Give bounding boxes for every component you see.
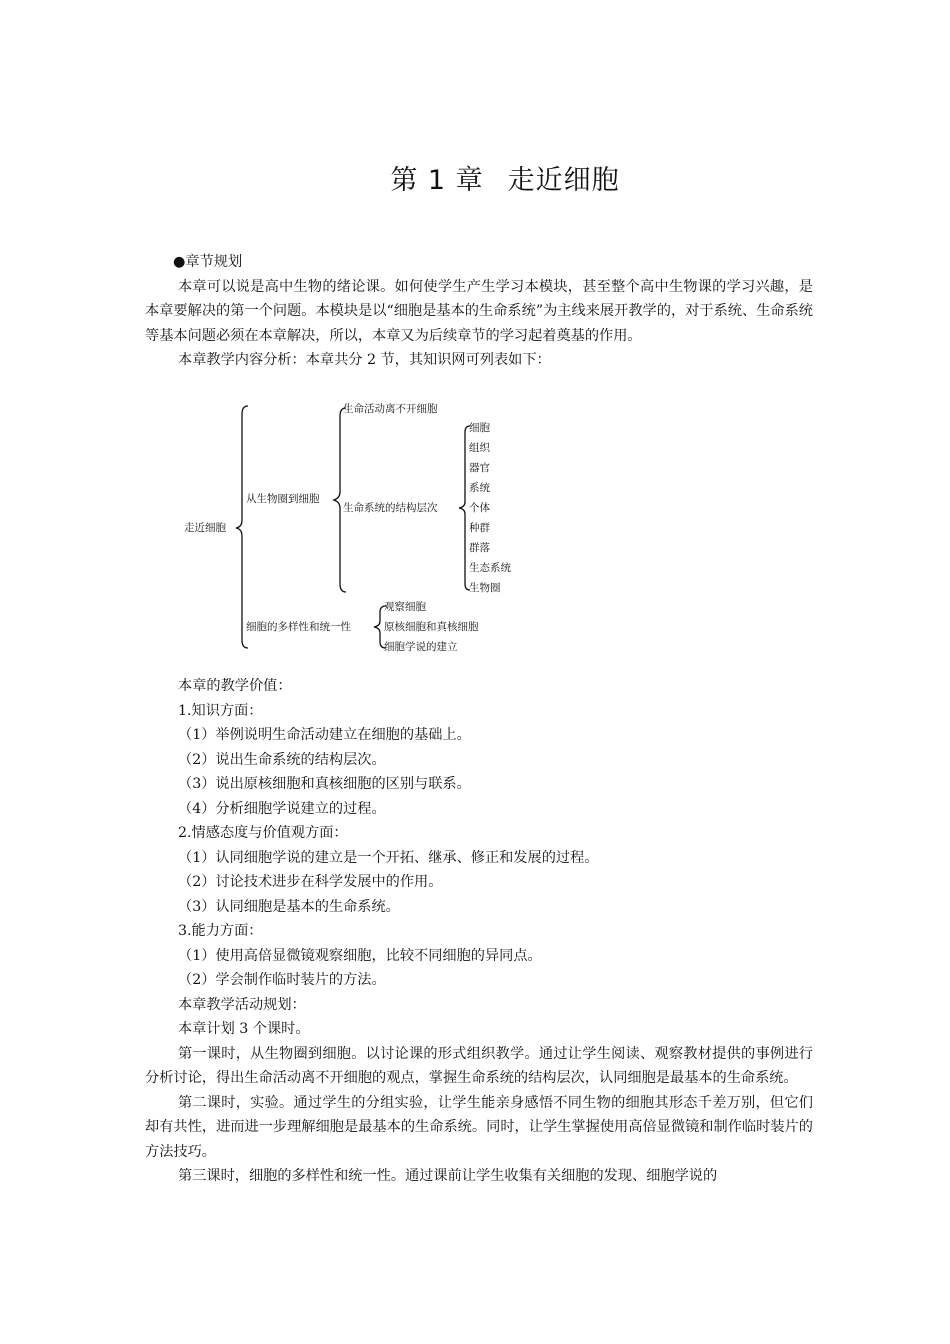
diagram-branch-1-sub-1: 生命活动离不开细胞 — [343, 403, 438, 415]
level-item: 种群 — [469, 522, 490, 534]
knowledge-item: （3）说出原核细胞和真核细胞的区别与联系。 — [178, 776, 471, 792]
values-section — [145, 674, 813, 1189]
level-item: 器官 — [469, 462, 490, 474]
lesson-2-paragraph: 第二课时，实验。通过学生的分组实验，让学生能亲身感悟不同生物的细胞其形态千差万别，但它们却有共性，进而进一步理解细胞是最基本的生命系统。同时，让学生掌握使用高倍显微镜和制作临时装片的方法技巧。 — [145, 1094, 813, 1160]
level-item: 系统 — [469, 482, 490, 494]
knowledge-title: 1.知识方面： — [178, 702, 263, 719]
emotion-title: 2.情感态度与价值观方面： — [178, 825, 348, 841]
chapter-title — [0, 158, 950, 197]
level-item: 个体 — [469, 502, 490, 514]
analysis-paragraph: 本章教学内容分析：本章共分 2 节，其知识网可列表如下： — [178, 352, 551, 368]
emotion-item: （1）认同细胞学说的建立是一个开拓、继承、修正和发展的过程。 — [178, 849, 599, 866]
level-item: 生态系统 — [469, 562, 511, 574]
emotion-item: （2）讨论技术进步在科学发展中的作用。 — [178, 874, 443, 890]
diagram-branch-1: 从生物圈到细胞 — [246, 493, 320, 505]
level-item: 细胞 — [469, 422, 490, 434]
level-item: 组织 — [469, 442, 490, 454]
diagram-branch-1-sub-2: 生命系统的结构层次 — [343, 502, 438, 514]
level-item: 群落 — [469, 542, 490, 554]
branch-2-item: 观察细胞 — [384, 601, 426, 613]
knowledge-item: （4）分析细胞学说建立的过程。 — [178, 800, 386, 817]
knowledge-item: （1）举例说明生命活动建立在细胞的基础上。 — [178, 727, 471, 743]
section-heading: ●章节规划 — [173, 254, 243, 270]
ability-title: 3.能力方面： — [178, 923, 263, 939]
diagram-root: 走近细胞 — [184, 522, 226, 534]
ability-item: （1）使用高倍显微镜观察细胞，比较不同细胞的异同点。 — [178, 947, 542, 964]
activities-heading: 本章教学活动规划： — [178, 996, 306, 1013]
lesson-1-paragraph: 第一课时，从生物圈到细胞。以讨论课的形式组织教学。通过让学生阅读、观察教材提供的事例进行分析讨论，得出生命活动离不开细胞的观点，掌握生命系统的结构层次，认同细胞是最基本的生命系统。 — [145, 1045, 813, 1086]
intro-section — [145, 250, 813, 373]
activities-plan: 本章计划 3 个课时。 — [178, 1021, 310, 1037]
branch-2-item: 细胞学说的建立 — [384, 641, 458, 653]
lesson-3-paragraph: 第三课时，细胞的多样性和统一性。通过课前让学生收集有关细胞的发现、细胞学说的 — [178, 1168, 718, 1184]
level-item: 生物圈 — [469, 582, 501, 594]
knowledge-diagram — [180, 400, 540, 662]
knowledge-item: （2）说出生命系统的结构层次。 — [178, 751, 386, 768]
ability-item: （2）学会制作临时装片的方法。 — [178, 972, 386, 988]
intro-paragraph: 本章可以说是高中生物的绪论课。如何使学生产生学习本模块，甚至整个高中生物课的学习兴趣，是本章要解决的第一个问题。本模块是以“细胞是基本的生命系统”为主线来展开教学的，对于系统、生命系统等基本问题必须在本章解决，所以，本章又为后续章节的学习起着奠基的作用。 — [145, 278, 813, 344]
diagram-branch-2: 细胞的多样性和统一性 — [246, 621, 351, 633]
chapter-name: 走近细胞 — [507, 165, 620, 196]
branch-2-item: 原核细胞和真核细胞 — [384, 621, 479, 633]
values-heading: 本章的教学价值： — [178, 678, 292, 694]
emotion-item: （3）认同细胞是基本的生命系统。 — [178, 898, 400, 915]
chapter-number: 第 1 章 — [390, 165, 484, 196]
